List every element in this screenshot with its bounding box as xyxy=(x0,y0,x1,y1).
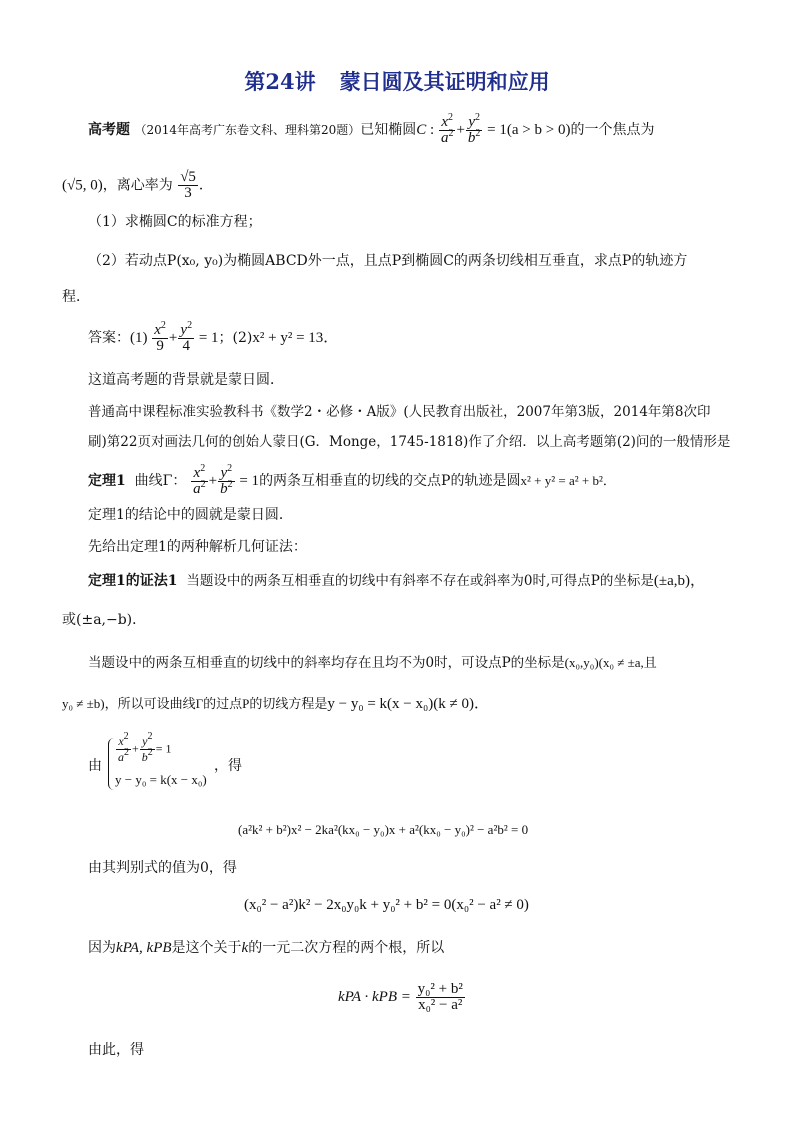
paragraph-two-proofs: 先给出定理1的两种解析几何证法： xyxy=(88,539,307,555)
frac-y2-b2: $\frac{y^2}{b^2}$ xyxy=(467,112,481,146)
page-title xyxy=(0,66,794,96)
lecture-topic: 蒙日圆及其证明和应用 xyxy=(339,69,550,94)
system-suffix: ，得 xyxy=(214,758,242,774)
paragraph-textbook-line-2: 刷)第22页对画法几何的创始人蒙日(G．Monge，1745-1818)作了介绍．以上高考题第(2)问的一般情形是 xyxy=(88,434,731,450)
problem-intro: 已知椭圆 xyxy=(360,121,417,138)
system-prefix: 由 xyxy=(88,758,102,774)
question-1: （1）求椭圆C的标准方程； xyxy=(88,214,262,230)
proof-label: 定理1的证法1 xyxy=(88,573,178,589)
answer-2-equation: x² + y² = 13． xyxy=(252,329,339,346)
ellipse-equation-rhs: = 1(a > b > 0) xyxy=(487,121,571,138)
tangent-line-equation: y − y₀ = k(x − x₀)(k ≠ 0)． xyxy=(327,696,489,712)
monge-circle-equation: x² + y² = a² + b²． xyxy=(520,472,616,488)
answer-label: 答案： xyxy=(88,329,130,346)
eccentricity-fraction: $\frac{√5}{3}$ xyxy=(180,169,196,201)
frac-y2-4: $\frac{y^2}{4}$ xyxy=(180,320,193,354)
question-2-line-1: （2）若动点P(x₀, y₀)为椭圆ABCD外一点，且点P到椭圆C的两条切线相互垂直，求点P的轨迹方 xyxy=(88,253,688,269)
theorem-1: 定理1 曲线Γ： $\frac{x^2}{a^2}$ + $\frac{y^2}{b^2}$ = 1的两条互相垂直的切线的交点P的轨迹是圆x² + y² = a² + b²． xyxy=(88,463,616,497)
paragraph-monge-circle: 定理1的结论中的圆就是蒙日圆． xyxy=(88,507,293,523)
lecture-number: 第24讲 xyxy=(244,69,316,94)
focus-point: (√5, 0) xyxy=(62,177,103,194)
answer-line: 答案：(1) $\frac{x^2}{9}$ + $\frac{y^2}{4}$ = 1；(2)x² + y² = 13． xyxy=(88,320,339,354)
problem-line-2: (√5, 0)，离心率为 $\frac{√5}{3}$ ． xyxy=(62,169,213,201)
paragraph-hence: 由此，得 xyxy=(88,1042,144,1058)
proof-line-1: 定理1的证法1 当题设中的两条互相垂直的切线中有斜率不存在或斜率为0时,可得点P的坐标是(±a,b)， xyxy=(88,573,705,589)
paragraph-slopes-exist: 当题设中的两条互相垂直的切线中的斜率均存在且均不为0时，可设点P的坐标是(x₀,y₀)(x₀ ≠ ±a,且 xyxy=(88,655,657,671)
slope-product-equation: kPA · kPB = $\frac{\text{y₀² + b²}}{\text{x₀² − a²}}$ xyxy=(338,981,463,1013)
answer-1-rhs: = 1 xyxy=(198,329,219,346)
paragraph-background: 这道高考题的背景就是蒙日圆． xyxy=(88,372,284,388)
problem-label: 高考题 xyxy=(88,121,130,138)
equation-system-brace xyxy=(108,731,219,790)
theorem-label: 定理1 xyxy=(88,472,126,489)
paragraph-textbook-line-1: 普通高中课程标准实验教科书《数学2・必修・A版》(人民教育出版社，2007年第3版，2014年第8次印 xyxy=(88,404,711,420)
question-2-line-2: 程． xyxy=(62,289,90,305)
frac-x2-9: $\frac{x^2}{9}$ xyxy=(154,320,166,354)
problem-line-1: 高考题 （2014年高考广东卷文科、理科第20题）已知椭圆C : $\frac{x^2}{a^2}$ + $\frac{y^2}{b^2}$ = 1(a > b > 0)的一个焦点为 xyxy=(88,112,655,146)
system-row-2: y − y₀ = k(x − x₀) xyxy=(115,772,207,787)
eccentricity-text: ，离心率为 xyxy=(102,177,173,194)
problem-condition: 的一个焦点为 xyxy=(570,121,655,138)
quadratic-in-x-equation: (a²k² + b²)x² − 2ka²(kx₀ − y₀)x + a²(kx₀ − y₀)² − a²b² = 0 xyxy=(238,822,529,837)
paragraph-discriminant: 由其判别式的值为0，得 xyxy=(88,860,237,876)
discriminant-equation: (x₀² − a²)k² − 2x₀y₀k + y₀² + b² = 0(x₀² − a² ≠ 0) xyxy=(244,897,529,913)
paragraph-tangent-line: y₀ ≠ ±b)，所以可设曲线Γ的过点P的切线方程是y − y₀ = k(x − x₀)(k ≠ 0)． xyxy=(62,696,489,712)
paragraph-roots: 因为kPA, kPB是这个关于k的一元二次方程的两个根，所以 xyxy=(88,940,445,956)
problem-source: （2014年高考广东卷文科、理科第20题） xyxy=(134,122,361,137)
frac-x2-a2: $\frac{x^2}{a^2}$ xyxy=(440,112,454,146)
system-row-1: $\frac{x^2}{a^2}$ + $\frac{y^2}{b^2}$ = 1 xyxy=(118,731,172,764)
proof-line-2: 或(±a,−b)． xyxy=(62,612,147,628)
